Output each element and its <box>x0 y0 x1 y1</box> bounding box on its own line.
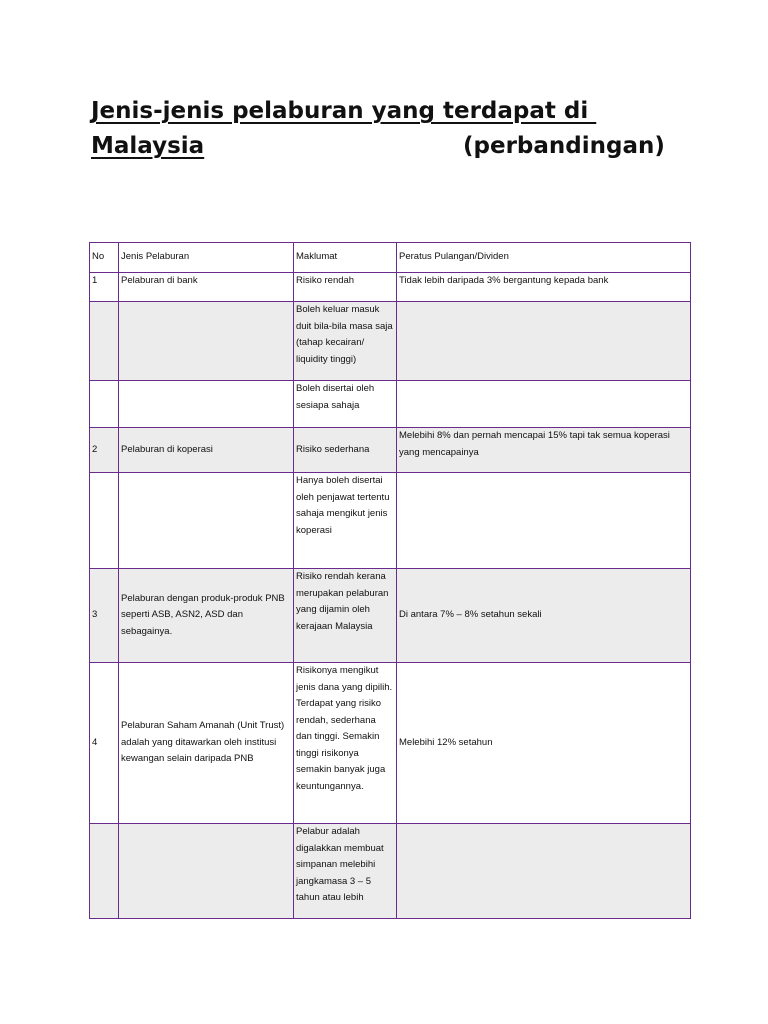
table-cell: Boleh disertai oleh sesiapa sahaja <box>294 381 397 428</box>
table-cell <box>119 473 294 569</box>
table-cell: Pelaburan dengan produk-produk PNB seperti ASB, ASN2, ASD dan sebagainya. <box>119 569 294 663</box>
table-cell <box>90 473 119 569</box>
title-line-2-right: (perbandingan) <box>463 133 665 159</box>
table-cell <box>397 381 691 428</box>
header-maklumat: Maklumat <box>294 243 397 273</box>
table-cell: Risiko sederhana <box>294 428 397 473</box>
header-peratus-pulangan: Peratus Pulangan/Dividen <box>397 243 691 273</box>
table-cell: Melebihi 8% dan pernah mencapai 15% tapi tak semua koperasi yang mencapainya <box>397 428 691 473</box>
table-cell: Boleh keluar masuk duit bila-bila masa saja (tahap kecairan/ liquidity tinggi) <box>294 302 397 381</box>
table-cell <box>90 302 119 381</box>
table-cell <box>119 824 294 919</box>
table-cell: Hanya boleh disertai oleh penjawat tertentu sahaja mengikut jenis koperasi <box>294 473 397 569</box>
table-row <box>90 302 691 381</box>
table-cell: 4 <box>90 663 119 824</box>
investment-comparison-table <box>89 242 691 919</box>
table-cell <box>397 302 691 381</box>
table-cell: Pelaburan di bank <box>119 273 294 302</box>
table-row <box>90 428 691 473</box>
table-row <box>90 273 691 302</box>
table-row <box>90 381 691 428</box>
table-cell: Pelaburan di koperasi <box>119 428 294 473</box>
title-line-1: Jenis-jenis pelaburan yang terdapat di <box>91 98 597 124</box>
table-cell <box>90 381 119 428</box>
table-row <box>90 569 691 663</box>
table-cell <box>119 381 294 428</box>
table-cell <box>90 824 119 919</box>
table-cell: Pelabur adalah digalakkan membuat simpanan melebihi jangkamasa 3 – 5 tahun atau lebih <box>294 824 397 919</box>
table-cell: Risiko rendah kerana merupakan pelaburan yang dijamin oleh kerajaan Malaysia <box>294 569 397 663</box>
table-cell: Melebihi 12% setahun <box>397 663 691 824</box>
table-cell: 3 <box>90 569 119 663</box>
table-cell <box>397 473 691 569</box>
table-cell <box>119 302 294 381</box>
table-cell: Risikonya mengikut jenis dana yang dipilih. Terdapat yang risiko rendah, sederhana dan tinggi. Semakin tinggi risikonya semakin banyak juga keuntungannya. <box>294 663 397 824</box>
table-cell: 2 <box>90 428 119 473</box>
table-row <box>90 663 691 824</box>
table-cell: Pelaburan Saham Amanah (Unit Trust) adalah yang ditawarkan oleh institusi kewangan selain daripada PNB <box>119 663 294 824</box>
table-row <box>90 473 691 569</box>
table-cell: Risiko rendah <box>294 273 397 302</box>
table-cell: Di antara 7% – 8% setahun sekali <box>397 569 691 663</box>
header-no: No <box>90 243 119 273</box>
title-line-2-left: Malaysia <box>91 133 205 159</box>
table-row <box>90 824 691 919</box>
table-cell: 1 <box>90 273 119 302</box>
header-jenis-pelaburan: Jenis Pelaburan <box>119 243 294 273</box>
title-line-2 <box>91 129 681 164</box>
table-cell <box>397 824 691 919</box>
table-cell: Tidak lebih daripada 3% bergantung kepada bank <box>397 273 691 302</box>
table-header-row <box>90 243 691 273</box>
document-title <box>91 94 681 164</box>
